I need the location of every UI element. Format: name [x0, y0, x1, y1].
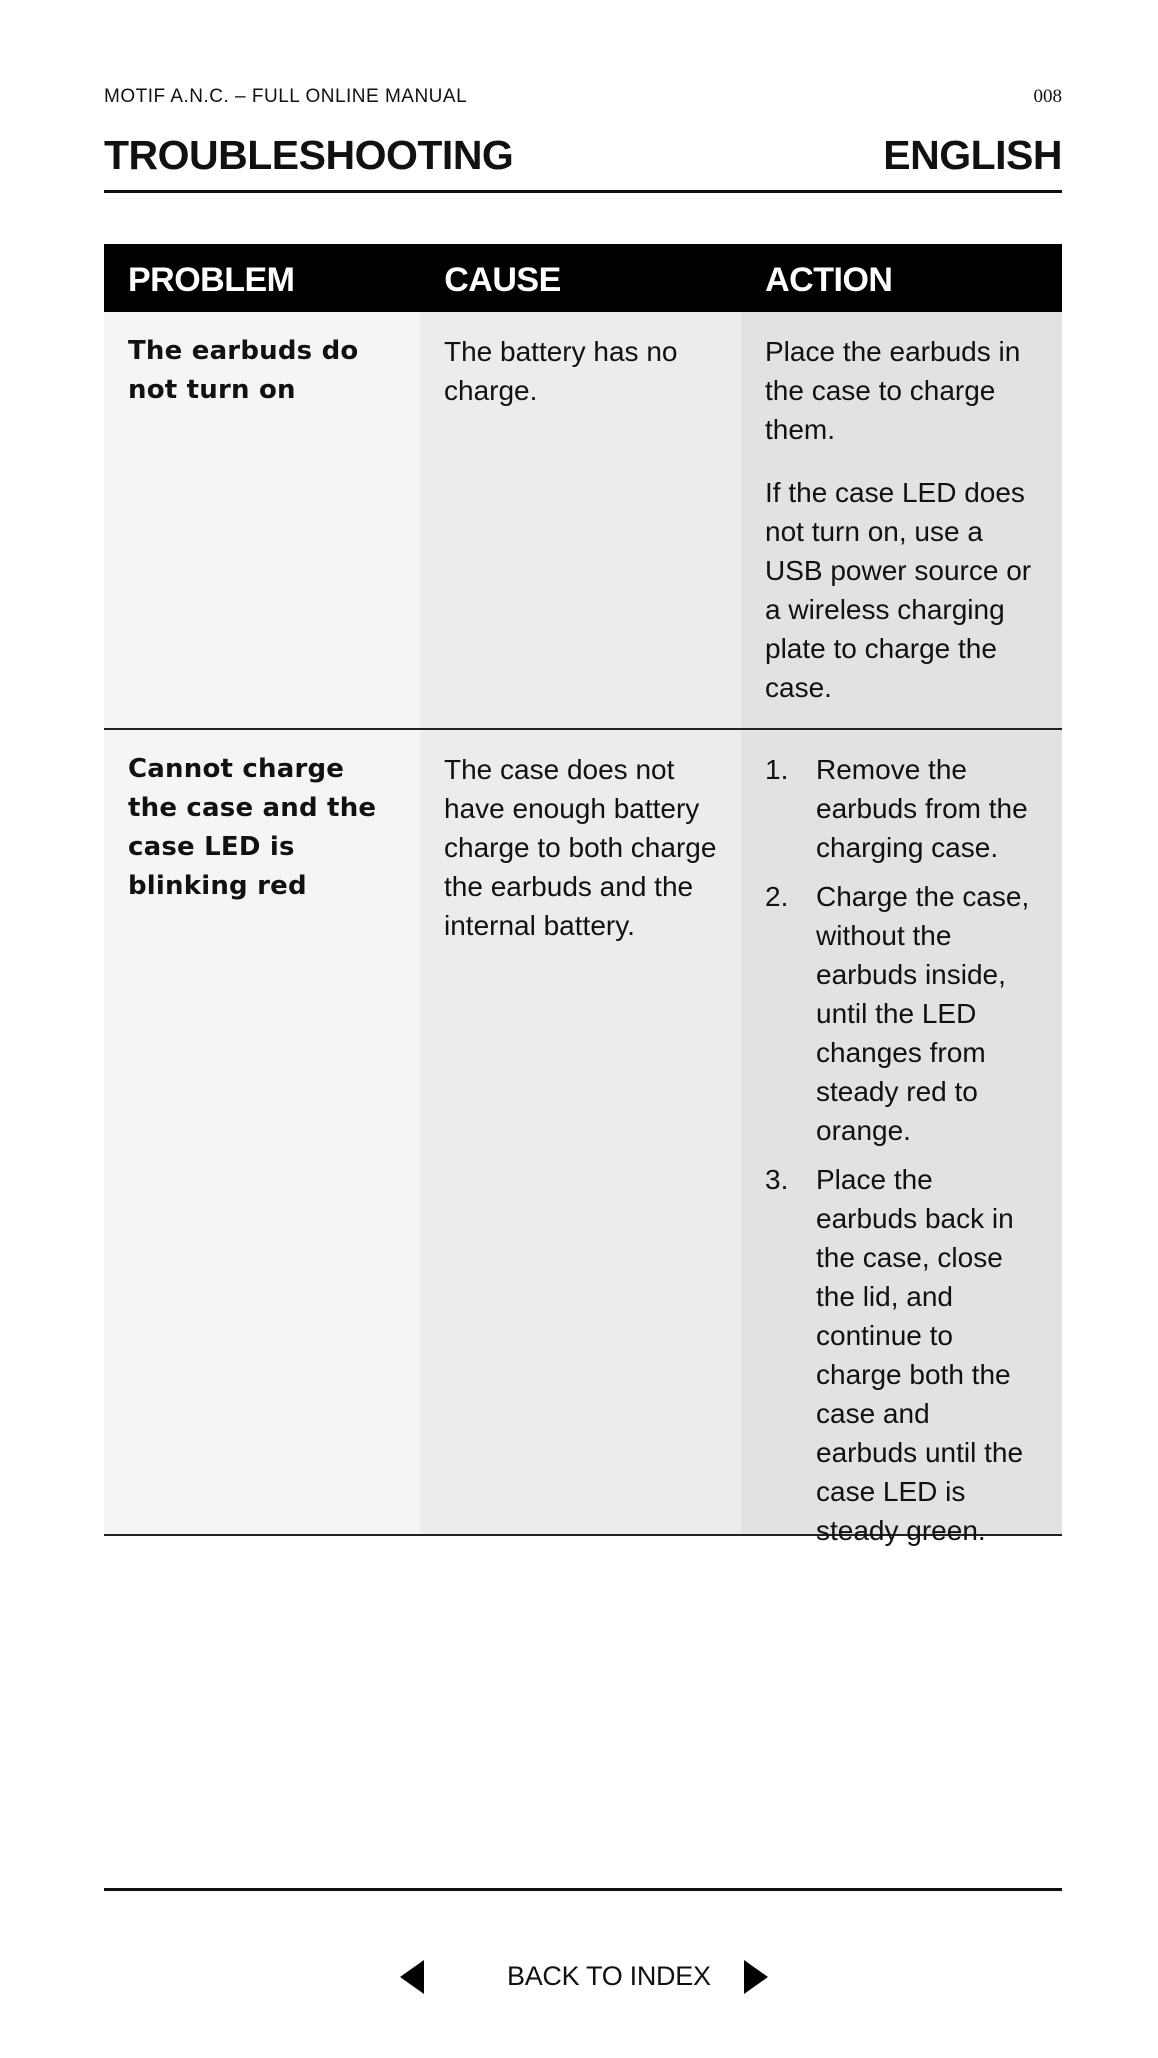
column-header-problem: PROBLEM [128, 261, 295, 299]
action-cell [741, 312, 1062, 728]
troubleshooting-table [104, 244, 1062, 1546]
section-title: TROUBLESHOOTING [104, 132, 514, 178]
action-steps [765, 750, 1038, 1550]
action-paragraph: Place the earbuds in the case to charge them. [765, 336, 1021, 445]
step-text: Place the earbuds back in the case, close the lid, and continue to charge both the case and earbuds until the case LED is steady green. [816, 1164, 1024, 1546]
next-page-icon[interactable] [744, 1960, 768, 1994]
doc-title: MOTIF A.N.C. – FULL ONLINE MANUAL [104, 86, 468, 107]
step-text: Remove the earbuds from the charging case. [816, 754, 1028, 863]
footer-divider [104, 1888, 1062, 1891]
previous-page-icon[interactable] [400, 1960, 424, 1994]
page-navigation [0, 1955, 1158, 1999]
step-number: 3. [765, 1164, 789, 1195]
action-step [765, 1160, 1038, 1550]
back-to-index-link[interactable]: BACK TO INDEX [507, 1961, 711, 1991]
action-paragraph: If the case LED does not turn on, use a USB power source or a wireless charging plate to charge the case. [765, 477, 1032, 703]
cause-cell: The case does not have enough battery charge to both charge the earbuds and the internal battery. [420, 730, 741, 1534]
step-number: 2. [765, 881, 789, 912]
cause-cell: The battery has no charge. [420, 312, 741, 728]
action-cell [741, 730, 1062, 1546]
step-text: Charge the case, without the earbuds inside, until the LED changes from steady red to orange. [816, 881, 1030, 1146]
page-number: 008 [1033, 86, 1062, 107]
step-number: 1. [765, 754, 789, 785]
table-row [104, 312, 1062, 730]
action-step [765, 750, 1038, 867]
table-row [104, 730, 1062, 1546]
table-header [104, 244, 1062, 312]
language-label: ENGLISH [883, 132, 1062, 178]
column-header-cause: CAUSE [444, 261, 561, 299]
problem-cell: Cannot charge the case and the case LED is blinking red [104, 730, 420, 1534]
column-header-action: ACTION [765, 261, 893, 299]
header-divider [104, 190, 1062, 193]
problem-cell: The earbuds do not turn on [104, 312, 420, 728]
action-step [765, 877, 1038, 1150]
